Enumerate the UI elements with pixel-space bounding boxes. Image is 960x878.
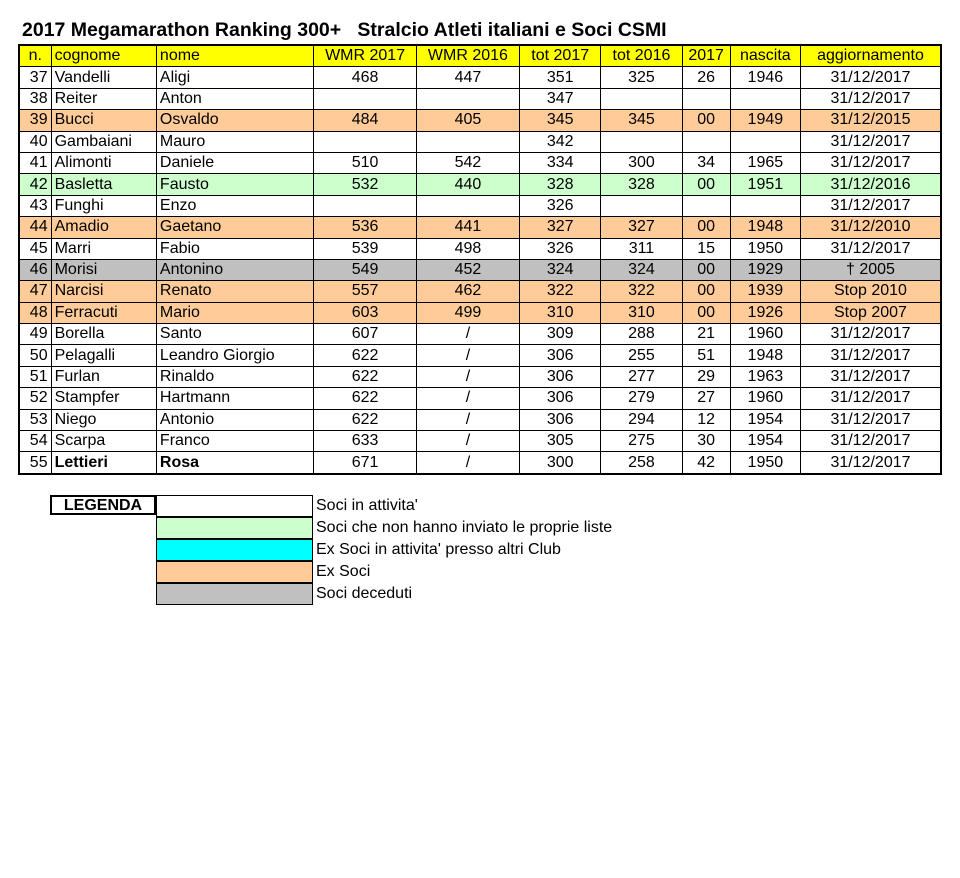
table-row: [19, 324, 941, 345]
cell-n: 49: [19, 324, 51, 345]
cell-tot-2017: 324: [520, 259, 601, 280]
cell-tot-2017: 306: [520, 388, 601, 409]
legend-label: Ex Soci in attivita' presso altri Club: [316, 541, 561, 558]
legend-label: Soci in attivita': [316, 497, 418, 514]
table-row: [19, 259, 941, 280]
cell-n: 46: [19, 259, 51, 280]
cell-cognome: Vandelli: [51, 67, 156, 88]
cell-aggiornamento: 31/12/2017: [800, 366, 941, 387]
table-row: [19, 88, 941, 109]
table-row: [19, 131, 941, 152]
cell-nome: Rinaldo: [156, 366, 314, 387]
cell-wmr-2017: 622: [314, 366, 416, 387]
cell-wmr-2016: 498: [416, 238, 519, 259]
table-row: [19, 195, 941, 216]
legend-swatch: [156, 495, 313, 517]
cell-n: 48: [19, 302, 51, 323]
cell-nome: Rosa: [156, 452, 314, 474]
cell-nascita: 1926: [730, 302, 800, 323]
cell-wmr-2017: 622: [314, 409, 416, 430]
cell-wmr-2017: 539: [314, 238, 416, 259]
cell-nascita: 1960: [730, 388, 800, 409]
cell-cognome: Lettieri: [51, 452, 156, 474]
header-row: [19, 45, 941, 67]
cell-nome: Anton: [156, 88, 314, 109]
cell-wmr-2017: 510: [314, 152, 416, 173]
cell-wmr-2016: 499: [416, 302, 519, 323]
cell-wmr-2016: 405: [416, 110, 519, 131]
cell-tot-2016: 322: [601, 281, 682, 302]
cell-nascita: 1949: [730, 110, 800, 131]
cell-tot-2016: 325: [601, 67, 682, 88]
cell-nascita: 1954: [730, 409, 800, 430]
cell-wmr-2017: 536: [314, 217, 416, 238]
cell-2017: 34: [682, 152, 730, 173]
header-wmr-2016: WMR 2016: [416, 45, 519, 67]
cell-wmr-2017: 633: [314, 431, 416, 452]
cell-2017: 21: [682, 324, 730, 345]
cell-tot-2016: 324: [601, 259, 682, 280]
cell-tot-2017: 306: [520, 366, 601, 387]
cell-aggiornamento: 31/12/2017: [800, 345, 941, 366]
cell-nascita: 1950: [730, 452, 800, 474]
cell-n: 40: [19, 131, 51, 152]
cell-tot-2016: 300: [601, 152, 682, 173]
cell-aggiornamento: † 2005: [800, 259, 941, 280]
cell-tot-2016: 277: [601, 366, 682, 387]
cell-tot-2016: 275: [601, 431, 682, 452]
header-nascita: nascita: [730, 45, 800, 67]
cell-wmr-2016: /: [416, 388, 519, 409]
cell-n: 47: [19, 281, 51, 302]
cell-aggiornamento: 31/12/2017: [800, 131, 941, 152]
cell-aggiornamento: 31/12/2010: [800, 217, 941, 238]
cell-aggiornamento: 31/12/2017: [800, 88, 941, 109]
header-n: n.: [19, 45, 51, 67]
table-row: [19, 110, 941, 131]
cell-wmr-2016: [416, 88, 519, 109]
cell-tot-2016: 294: [601, 409, 682, 430]
table-row: [19, 345, 941, 366]
cell-nascita: 1963: [730, 366, 800, 387]
cell-n: 43: [19, 195, 51, 216]
cell-tot-2017: 326: [520, 238, 601, 259]
cell-cognome: Scarpa: [51, 431, 156, 452]
cell-nome: Franco: [156, 431, 314, 452]
cell-cognome: Basletta: [51, 174, 156, 195]
cell-2017: 00: [682, 217, 730, 238]
cell-tot-2017: 345: [520, 110, 601, 131]
cell-tot-2016: 310: [601, 302, 682, 323]
cell-wmr-2017: 607: [314, 324, 416, 345]
table-row: [19, 409, 941, 430]
cell-cognome: Funghi: [51, 195, 156, 216]
cell-aggiornamento: 31/12/2017: [800, 388, 941, 409]
legend-swatch: [156, 517, 313, 539]
cell-nascita: 1948: [730, 345, 800, 366]
cell-2017: [682, 195, 730, 216]
cell-nascita: 1954: [730, 431, 800, 452]
cell-nascita: 1929: [730, 259, 800, 280]
cell-tot-2017: 306: [520, 345, 601, 366]
cell-wmr-2016: /: [416, 409, 519, 430]
cell-nome: Santo: [156, 324, 314, 345]
cell-tot-2016: 258: [601, 452, 682, 474]
cell-n: 37: [19, 67, 51, 88]
cell-cognome: Alimonti: [51, 152, 156, 173]
cell-n: 51: [19, 366, 51, 387]
cell-2017: [682, 131, 730, 152]
cell-tot-2017: 327: [520, 217, 601, 238]
table-row: [19, 152, 941, 173]
cell-wmr-2016: [416, 195, 519, 216]
cell-n: 42: [19, 174, 51, 195]
cell-wmr-2016: /: [416, 431, 519, 452]
cell-aggiornamento: 31/12/2017: [800, 152, 941, 173]
cell-2017: 42: [682, 452, 730, 474]
cell-tot-2017: 306: [520, 409, 601, 430]
table-row: [19, 281, 941, 302]
cell-wmr-2016: 452: [416, 259, 519, 280]
cell-2017: 29: [682, 366, 730, 387]
cell-cognome: Reiter: [51, 88, 156, 109]
cell-aggiornamento: 31/12/2017: [800, 67, 941, 88]
cell-cognome: Gambaiani: [51, 131, 156, 152]
cell-wmr-2016: 440: [416, 174, 519, 195]
cell-wmr-2017: 557: [314, 281, 416, 302]
cell-2017: 27: [682, 388, 730, 409]
cell-tot-2017: 347: [520, 88, 601, 109]
ranking-table-body: [19, 67, 941, 474]
cell-wmr-2016: /: [416, 345, 519, 366]
cell-tot-2017: 326: [520, 195, 601, 216]
cell-aggiornamento: 31/12/2017: [800, 195, 941, 216]
cell-aggiornamento: 31/12/2017: [800, 409, 941, 430]
cell-aggiornamento: 31/12/2016: [800, 174, 941, 195]
cell-2017: 26: [682, 67, 730, 88]
cell-tot-2017: 328: [520, 174, 601, 195]
cell-nascita: 1950: [730, 238, 800, 259]
cell-nome: Renato: [156, 281, 314, 302]
cell-n: 38: [19, 88, 51, 109]
cell-aggiornamento: 31/12/2017: [800, 324, 941, 345]
cell-nascita: 1960: [730, 324, 800, 345]
cell-tot-2016: 327: [601, 217, 682, 238]
header-cognome: cognome: [51, 45, 156, 67]
cell-aggiornamento: 31/12/2017: [800, 238, 941, 259]
cell-aggiornamento: 31/12/2017: [800, 452, 941, 474]
cell-nome: Hartmann: [156, 388, 314, 409]
cell-nome: Fausto: [156, 174, 314, 195]
cell-tot-2016: 345: [601, 110, 682, 131]
cell-nascita: [730, 88, 800, 109]
cell-2017: 51: [682, 345, 730, 366]
cell-2017: 30: [682, 431, 730, 452]
cell-cognome: Furlan: [51, 366, 156, 387]
cell-wmr-2016: /: [416, 366, 519, 387]
cell-n: 44: [19, 217, 51, 238]
table-row: [19, 431, 941, 452]
cell-wmr-2016: /: [416, 324, 519, 345]
cell-nascita: 1951: [730, 174, 800, 195]
cell-cognome: Narcisi: [51, 281, 156, 302]
cell-nome: Leandro Giorgio: [156, 345, 314, 366]
cell-wmr-2017: 622: [314, 345, 416, 366]
cell-2017: 00: [682, 174, 730, 195]
table-row: [19, 238, 941, 259]
cell-cognome: Morisi: [51, 259, 156, 280]
cell-cognome: Borella: [51, 324, 156, 345]
cell-wmr-2016: 462: [416, 281, 519, 302]
header-tot-2016: tot 2016: [601, 45, 682, 67]
cell-aggiornamento: Stop 2010: [800, 281, 941, 302]
cell-wmr-2016: 441: [416, 217, 519, 238]
cell-tot-2017: 334: [520, 152, 601, 173]
cell-n: 53: [19, 409, 51, 430]
cell-cognome: Amadio: [51, 217, 156, 238]
cell-wmr-2017: 603: [314, 302, 416, 323]
cell-wmr-2016: 542: [416, 152, 519, 173]
cell-tot-2017: 300: [520, 452, 601, 474]
cell-2017: 00: [682, 259, 730, 280]
cell-2017: 00: [682, 302, 730, 323]
header-wmr-2017: WMR 2017: [314, 45, 416, 67]
cell-wmr-2017: 671: [314, 452, 416, 474]
cell-nome: Mauro: [156, 131, 314, 152]
cell-2017: 12: [682, 409, 730, 430]
table-row: [19, 174, 941, 195]
cell-wmr-2016: 447: [416, 67, 519, 88]
table-row: [19, 302, 941, 323]
cell-nome: Osvaldo: [156, 110, 314, 131]
legend-swatch: [156, 539, 313, 561]
table-row: [19, 67, 941, 88]
cell-wmr-2017: [314, 195, 416, 216]
cell-nome: Daniele: [156, 152, 314, 173]
legend-swatch: [156, 561, 313, 583]
table-row: [19, 366, 941, 387]
cell-tot-2016: [601, 88, 682, 109]
cell-tot-2017: 310: [520, 302, 601, 323]
cell-tot-2016: 255: [601, 345, 682, 366]
cell-nome: Mario: [156, 302, 314, 323]
cell-wmr-2017: 532: [314, 174, 416, 195]
legend-title: LEGENDA: [50, 495, 156, 515]
cell-tot-2017: 342: [520, 131, 601, 152]
cell-wmr-2016: [416, 131, 519, 152]
cell-2017: 00: [682, 281, 730, 302]
cell-wmr-2017: [314, 88, 416, 109]
page-title: 2017 Megamarathon Ranking 300+ Stralcio Atleti italiani e Soci CSMI: [22, 19, 667, 41]
header-aggiornamento: aggiornamento: [800, 45, 941, 67]
cell-nascita: [730, 195, 800, 216]
cell-cognome: Stampfer: [51, 388, 156, 409]
ranking-table: [18, 44, 942, 475]
cell-tot-2016: 328: [601, 174, 682, 195]
cell-tot-2016: 288: [601, 324, 682, 345]
cell-n: 45: [19, 238, 51, 259]
table-row: [19, 452, 941, 474]
cell-nome: Antonio: [156, 409, 314, 430]
cell-wmr-2016: /: [416, 452, 519, 474]
cell-nascita: 1939: [730, 281, 800, 302]
legend-label: Soci che non hanno inviato le proprie liste: [316, 519, 613, 536]
cell-n: 52: [19, 388, 51, 409]
cell-tot-2017: 351: [520, 67, 601, 88]
header-2017: 2017: [682, 45, 730, 67]
cell-tot-2017: 322: [520, 281, 601, 302]
cell-nome: Fabio: [156, 238, 314, 259]
legend-swatch: [156, 583, 313, 605]
header-nome: nome: [156, 45, 314, 67]
cell-n: 39: [19, 110, 51, 131]
cell-nascita: 1946: [730, 67, 800, 88]
table-row: [19, 217, 941, 238]
cell-2017: 00: [682, 110, 730, 131]
cell-wmr-2017: 622: [314, 388, 416, 409]
cell-nome: Antonino: [156, 259, 314, 280]
cell-nome: Gaetano: [156, 217, 314, 238]
cell-nome: Enzo: [156, 195, 314, 216]
cell-tot-2016: [601, 131, 682, 152]
cell-tot-2016: 279: [601, 388, 682, 409]
cell-wmr-2017: 468: [314, 67, 416, 88]
cell-cognome: Pelagalli: [51, 345, 156, 366]
cell-tot-2017: 309: [520, 324, 601, 345]
cell-nascita: [730, 131, 800, 152]
cell-nascita: 1965: [730, 152, 800, 173]
cell-2017: [682, 88, 730, 109]
cell-wmr-2017: 484: [314, 110, 416, 131]
cell-n: 55: [19, 452, 51, 474]
legend-label: Ex Soci: [316, 563, 371, 580]
cell-cognome: Niego: [51, 409, 156, 430]
cell-aggiornamento: Stop 2007: [800, 302, 941, 323]
cell-cognome: Bucci: [51, 110, 156, 131]
cell-tot-2016: [601, 195, 682, 216]
cell-cognome: Ferracuti: [51, 302, 156, 323]
cell-n: 54: [19, 431, 51, 452]
legend-label: Soci deceduti: [316, 585, 413, 602]
cell-wmr-2017: 549: [314, 259, 416, 280]
cell-nome: Aligi: [156, 67, 314, 88]
cell-aggiornamento: 31/12/2015: [800, 110, 941, 131]
cell-n: 41: [19, 152, 51, 173]
cell-nascita: 1948: [730, 217, 800, 238]
cell-wmr-2017: [314, 131, 416, 152]
cell-cognome: Marri: [51, 238, 156, 259]
header-tot-2017: tot 2017: [520, 45, 601, 67]
cell-tot-2016: 311: [601, 238, 682, 259]
cell-2017: 15: [682, 238, 730, 259]
cell-n: 50: [19, 345, 51, 366]
table-row: [19, 388, 941, 409]
cell-tot-2017: 305: [520, 431, 601, 452]
cell-aggiornamento: 31/12/2017: [800, 431, 941, 452]
